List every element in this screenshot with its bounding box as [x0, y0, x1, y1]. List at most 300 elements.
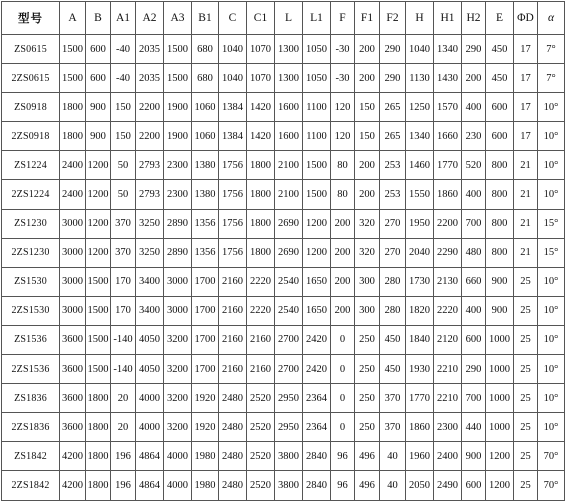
table-cell: 2200 — [136, 122, 164, 151]
table-cell: 25 — [514, 442, 538, 471]
table-cell: 4864 — [136, 471, 164, 500]
table-cell: 1060 — [192, 122, 219, 151]
table-cell: 800 — [486, 238, 514, 267]
table-cell: 290 — [462, 355, 486, 384]
table-cell: 1756 — [219, 180, 247, 209]
table-cell: 1756 — [219, 151, 247, 180]
table-cell: 40 — [380, 471, 406, 500]
table-cell: 2300 — [164, 151, 192, 180]
table-cell: 1660 — [434, 122, 462, 151]
table-cell: 1050 — [303, 35, 331, 64]
table-cell: 200 — [355, 151, 380, 180]
table-cell: 1420 — [247, 93, 275, 122]
column-header: F2 — [380, 2, 406, 35]
table-cell: 96 — [331, 471, 355, 500]
table-cell: 1380 — [192, 151, 219, 180]
table-cell: 600 — [86, 64, 111, 93]
table-cell: 600 — [86, 35, 111, 64]
table-cell: 600 — [486, 93, 514, 122]
table-cell: 270 — [380, 238, 406, 267]
table-cell: 1800 — [60, 93, 86, 122]
table-cell: -40 — [111, 35, 136, 64]
table-cell: 200 — [331, 267, 355, 296]
table-cell: 1070 — [247, 64, 275, 93]
table-cell: 370 — [380, 413, 406, 442]
table-cell: 1356 — [192, 238, 219, 267]
table-cell: 265 — [380, 122, 406, 151]
table-cell: 2793 — [136, 151, 164, 180]
column-header: H — [406, 2, 434, 35]
column-header: A — [60, 2, 86, 35]
table-cell: 1200 — [86, 238, 111, 267]
table-cell: 2220 — [247, 267, 275, 296]
table-cell: 600 — [462, 325, 486, 354]
table-cell: 150 — [355, 93, 380, 122]
table-cell: 50 — [111, 180, 136, 209]
table-cell: 3000 — [164, 296, 192, 325]
table-cell: 2210 — [434, 355, 462, 384]
table-cell: 7° — [538, 35, 565, 64]
table-cell: 150 — [111, 93, 136, 122]
column-header: C — [219, 2, 247, 35]
model-cell: 2ZS1224 — [2, 180, 60, 209]
column-header: A1 — [111, 2, 136, 35]
table-cell: 25 — [514, 325, 538, 354]
table-cell: 1550 — [406, 180, 434, 209]
model-cell: ZS1530 — [2, 267, 60, 296]
table-cell: 1384 — [219, 122, 247, 151]
table-cell: 7° — [538, 64, 565, 93]
table-cell: 2300 — [434, 413, 462, 442]
table-cell: -140 — [111, 325, 136, 354]
table-cell: 250 — [355, 325, 380, 354]
table-cell: 1430 — [434, 64, 462, 93]
table-cell: 120 — [331, 122, 355, 151]
table-cell: 1500 — [60, 64, 86, 93]
table-cell: 2520 — [247, 413, 275, 442]
table-cell: 1800 — [247, 151, 275, 180]
table-cell: 3000 — [60, 296, 86, 325]
table-cell: 4200 — [60, 442, 86, 471]
table-cell: 21 — [514, 209, 538, 238]
table-cell: 1500 — [86, 325, 111, 354]
table-cell: 680 — [192, 35, 219, 64]
table-cell: 1040 — [219, 35, 247, 64]
model-cell: 2ZS0615 — [2, 64, 60, 93]
table-cell: 3200 — [164, 384, 192, 413]
table-cell: 1930 — [406, 355, 434, 384]
table-cell: 1800 — [86, 442, 111, 471]
table-cell: 2700 — [275, 325, 303, 354]
table-cell: 2160 — [219, 267, 247, 296]
table-cell: 2160 — [247, 355, 275, 384]
table-row — [2, 471, 565, 500]
table-cell: 450 — [380, 355, 406, 384]
table-cell: 170 — [111, 296, 136, 325]
table-cell: 320 — [355, 238, 380, 267]
table-cell: 80 — [331, 151, 355, 180]
table-row — [2, 122, 565, 151]
table-cell: 2890 — [164, 209, 192, 238]
table-cell: 1500 — [86, 355, 111, 384]
column-header: B1 — [192, 2, 219, 35]
table-cell: 1200 — [86, 180, 111, 209]
table-cell: 1130 — [406, 64, 434, 93]
model-cell: ZS0918 — [2, 93, 60, 122]
table-row — [2, 151, 565, 180]
column-header: H1 — [434, 2, 462, 35]
table-cell: 290 — [380, 35, 406, 64]
table-cell: 25 — [514, 471, 538, 500]
table-cell: 1770 — [434, 151, 462, 180]
table-cell: 370 — [111, 209, 136, 238]
table-cell: 700 — [462, 384, 486, 413]
table-cell: 1980 — [192, 471, 219, 500]
model-cell: 2ZS1230 — [2, 238, 60, 267]
table-cell: 370 — [380, 384, 406, 413]
table-cell: 2520 — [247, 442, 275, 471]
table-cell: 96 — [331, 442, 355, 471]
table-cell: 2220 — [434, 296, 462, 325]
table-cell: 1000 — [486, 413, 514, 442]
table-cell: 2400 — [60, 180, 86, 209]
table-cell: 17 — [514, 64, 538, 93]
table-cell: 200 — [355, 35, 380, 64]
table-cell: 4000 — [136, 384, 164, 413]
table-cell: 120 — [331, 93, 355, 122]
table-cell: 3250 — [136, 209, 164, 238]
table-cell: 900 — [486, 267, 514, 296]
table-cell: 3600 — [60, 413, 86, 442]
table-cell: 2160 — [219, 355, 247, 384]
table-cell: 3000 — [60, 238, 86, 267]
table-cell: 1356 — [192, 209, 219, 238]
table-cell: 1384 — [219, 93, 247, 122]
table-cell: 1040 — [219, 64, 247, 93]
table-cell: 200 — [462, 64, 486, 93]
table-cell: 2364 — [303, 384, 331, 413]
table-row — [2, 209, 565, 238]
table-cell: 15° — [538, 209, 565, 238]
table-cell: 2100 — [275, 180, 303, 209]
table-cell: 700 — [462, 209, 486, 238]
table-cell: 1100 — [303, 122, 331, 151]
table-cell: 1200 — [86, 151, 111, 180]
table-cell: 450 — [380, 325, 406, 354]
model-cell: ZS1536 — [2, 325, 60, 354]
table-cell: 80 — [331, 180, 355, 209]
table-cell: 1800 — [86, 471, 111, 500]
table-cell: 320 — [355, 209, 380, 238]
table-cell: 1340 — [434, 35, 462, 64]
table-cell: 2300 — [164, 180, 192, 209]
table-cell: 0 — [331, 355, 355, 384]
table-cell: 450 — [486, 35, 514, 64]
table-cell: 21 — [514, 151, 538, 180]
table-cell: 900 — [86, 122, 111, 151]
table-cell: 1920 — [192, 384, 219, 413]
table-cell: 2480 — [219, 384, 247, 413]
column-header: 型号 — [2, 2, 60, 35]
table-cell: 10° — [538, 413, 565, 442]
table-cell: 0 — [331, 413, 355, 442]
table-cell: 150 — [355, 122, 380, 151]
table-cell: -30 — [331, 35, 355, 64]
table-cell: 290 — [380, 64, 406, 93]
table-cell: 1060 — [192, 93, 219, 122]
table-cell: 1500 — [164, 64, 192, 93]
model-cell: ZS1836 — [2, 384, 60, 413]
table-row — [2, 267, 565, 296]
table-cell: 2950 — [275, 413, 303, 442]
table-cell: 0 — [331, 325, 355, 354]
table-cell: 2420 — [303, 355, 331, 384]
table-cell: 265 — [380, 93, 406, 122]
model-cell: ZS1842 — [2, 442, 60, 471]
column-header: F1 — [355, 2, 380, 35]
table-cell: 1860 — [406, 413, 434, 442]
column-header: H2 — [462, 2, 486, 35]
table-cell: 250 — [355, 413, 380, 442]
table-cell: 10° — [538, 384, 565, 413]
table-cell: 1650 — [303, 267, 331, 296]
table-cell: 253 — [380, 180, 406, 209]
table-cell: 3000 — [164, 267, 192, 296]
table-cell: 280 — [380, 296, 406, 325]
table-cell: 280 — [380, 267, 406, 296]
table-cell: 10° — [538, 93, 565, 122]
column-header: E — [486, 2, 514, 35]
column-header: L1 — [303, 2, 331, 35]
table-cell: 3400 — [136, 267, 164, 296]
table-cell: 20 — [111, 384, 136, 413]
table-cell: 1700 — [192, 267, 219, 296]
table-cell: 2035 — [136, 35, 164, 64]
table-cell: 300 — [355, 267, 380, 296]
table-cell: 3250 — [136, 238, 164, 267]
table-cell: 200 — [331, 238, 355, 267]
table-cell: 4200 — [60, 471, 86, 500]
table-cell: 3600 — [60, 384, 86, 413]
table-cell: 3600 — [60, 325, 86, 354]
table-cell: 2210 — [434, 384, 462, 413]
table-cell: 400 — [462, 93, 486, 122]
table-cell: 2420 — [303, 325, 331, 354]
table-cell: 4050 — [136, 325, 164, 354]
table-row — [2, 442, 565, 471]
table-cell: 1900 — [164, 93, 192, 122]
table-cell: 3000 — [60, 209, 86, 238]
model-cell: 2ZS1536 — [2, 355, 60, 384]
table-cell: 2130 — [434, 267, 462, 296]
table-cell: 2160 — [219, 296, 247, 325]
table-cell: 1700 — [192, 325, 219, 354]
table-cell: 1900 — [164, 122, 192, 151]
table-cell: 2160 — [219, 325, 247, 354]
table-cell: 680 — [192, 64, 219, 93]
table-cell: 1800 — [60, 122, 86, 151]
table-cell: 2950 — [275, 384, 303, 413]
table-cell: 800 — [486, 151, 514, 180]
table-cell: 1860 — [434, 180, 462, 209]
table-cell: 290 — [462, 35, 486, 64]
table-cell: 25 — [514, 267, 538, 296]
table-cell: 200 — [331, 296, 355, 325]
table-cell: 196 — [111, 471, 136, 500]
table-cell: 3400 — [136, 296, 164, 325]
table-cell: 1700 — [192, 355, 219, 384]
table-cell: 1800 — [86, 384, 111, 413]
table-cell: 2793 — [136, 180, 164, 209]
table-cell: 1200 — [303, 209, 331, 238]
table-cell: 1070 — [247, 35, 275, 64]
table-cell: -140 — [111, 355, 136, 384]
table-cell: 2040 — [406, 238, 434, 267]
model-cell: ZS1224 — [2, 151, 60, 180]
table-cell: 1040 — [406, 35, 434, 64]
table-cell: 2160 — [247, 325, 275, 354]
table-cell: 2364 — [303, 413, 331, 442]
table-cell: 2540 — [275, 267, 303, 296]
table-cell: 496 — [355, 442, 380, 471]
table-cell: 520 — [462, 151, 486, 180]
table-cell: 1340 — [406, 122, 434, 151]
table-row — [2, 413, 565, 442]
table-cell: 450 — [486, 64, 514, 93]
table-row — [2, 325, 565, 354]
table-cell: 2035 — [136, 64, 164, 93]
table-row — [2, 296, 565, 325]
table-cell: 1000 — [486, 384, 514, 413]
table-cell: 3200 — [164, 413, 192, 442]
table-cell: 3800 — [275, 442, 303, 471]
header-row — [2, 2, 565, 35]
table-cell: 2290 — [434, 238, 462, 267]
table-cell: 70° — [538, 471, 565, 500]
model-cell: ZS0615 — [2, 35, 60, 64]
table-cell: 250 — [355, 384, 380, 413]
table-cell: 370 — [111, 238, 136, 267]
model-cell: 2ZS1530 — [2, 296, 60, 325]
table-cell: 1380 — [192, 180, 219, 209]
table-cell: 900 — [486, 296, 514, 325]
table-cell: 400 — [462, 180, 486, 209]
model-cell: 2ZS1836 — [2, 413, 60, 442]
table-header — [2, 2, 565, 35]
table-cell: 1500 — [86, 296, 111, 325]
table-cell: 1980 — [192, 442, 219, 471]
table-cell: 17 — [514, 122, 538, 151]
table-cell: 1200 — [86, 209, 111, 238]
table-cell: 1570 — [434, 93, 462, 122]
table-cell: 2690 — [275, 209, 303, 238]
column-header: C1 — [247, 2, 275, 35]
table-cell: 2540 — [275, 296, 303, 325]
table-cell: 2520 — [247, 471, 275, 500]
table-cell: 17 — [514, 35, 538, 64]
table-cell: 496 — [355, 471, 380, 500]
table-cell: 150 — [111, 122, 136, 151]
table-cell: 17 — [514, 93, 538, 122]
table-cell: 270 — [380, 209, 406, 238]
table-cell: 2200 — [434, 209, 462, 238]
table-cell: 1756 — [219, 238, 247, 267]
table-row — [2, 35, 565, 64]
table-cell: 1500 — [60, 35, 86, 64]
table-cell: 800 — [486, 209, 514, 238]
table-cell: 25 — [514, 355, 538, 384]
table-cell: 1920 — [192, 413, 219, 442]
table-cell: 50 — [111, 151, 136, 180]
table-cell: 1730 — [406, 267, 434, 296]
model-cell: ZS1230 — [2, 209, 60, 238]
table-cell: 2050 — [406, 471, 434, 500]
table-row — [2, 64, 565, 93]
table-cell: 900 — [86, 93, 111, 122]
table-cell: 600 — [486, 122, 514, 151]
table-cell: 2480 — [219, 413, 247, 442]
table-cell: 660 — [462, 267, 486, 296]
table-cell: 1600 — [275, 93, 303, 122]
column-header: ΦD — [514, 2, 538, 35]
table-cell: 70° — [538, 442, 565, 471]
table-cell: 200 — [331, 209, 355, 238]
table-cell: 4000 — [164, 442, 192, 471]
table-cell: 2700 — [275, 355, 303, 384]
column-header: F — [331, 2, 355, 35]
table-cell: 25 — [514, 296, 538, 325]
table-cell: 2400 — [434, 442, 462, 471]
table-cell: 300 — [355, 296, 380, 325]
table-cell: 10° — [538, 122, 565, 151]
table-cell: 230 — [462, 122, 486, 151]
table-cell: 2490 — [434, 471, 462, 500]
table-cell: 1200 — [486, 442, 514, 471]
table-cell: 20 — [111, 413, 136, 442]
table-cell: 1800 — [247, 238, 275, 267]
table-cell: 200 — [355, 180, 380, 209]
table-cell: 2480 — [219, 442, 247, 471]
table-cell: 1800 — [247, 180, 275, 209]
column-header: A2 — [136, 2, 164, 35]
table-cell: 600 — [462, 471, 486, 500]
table-cell: 2840 — [303, 471, 331, 500]
table-cell: 10° — [538, 296, 565, 325]
table-cell: 3000 — [60, 267, 86, 296]
table-cell: 1756 — [219, 209, 247, 238]
table-cell: 15° — [538, 238, 565, 267]
table-cell: 1650 — [303, 296, 331, 325]
table-cell: 1000 — [486, 325, 514, 354]
table-cell: 1600 — [275, 122, 303, 151]
table-cell: 196 — [111, 442, 136, 471]
table-cell: 4000 — [136, 413, 164, 442]
column-header: α — [538, 2, 565, 35]
table-cell: 2840 — [303, 442, 331, 471]
table-cell: 1460 — [406, 151, 434, 180]
table-row — [2, 238, 565, 267]
column-header: B — [86, 2, 111, 35]
table-row — [2, 180, 565, 209]
column-header: L — [275, 2, 303, 35]
table-cell: 250 — [355, 355, 380, 384]
table-cell: 1200 — [303, 238, 331, 267]
table-cell: -30 — [331, 64, 355, 93]
table-cell: 25 — [514, 413, 538, 442]
table-cell: 1800 — [247, 209, 275, 238]
table-cell: 3200 — [164, 355, 192, 384]
table-cell: 0 — [331, 384, 355, 413]
